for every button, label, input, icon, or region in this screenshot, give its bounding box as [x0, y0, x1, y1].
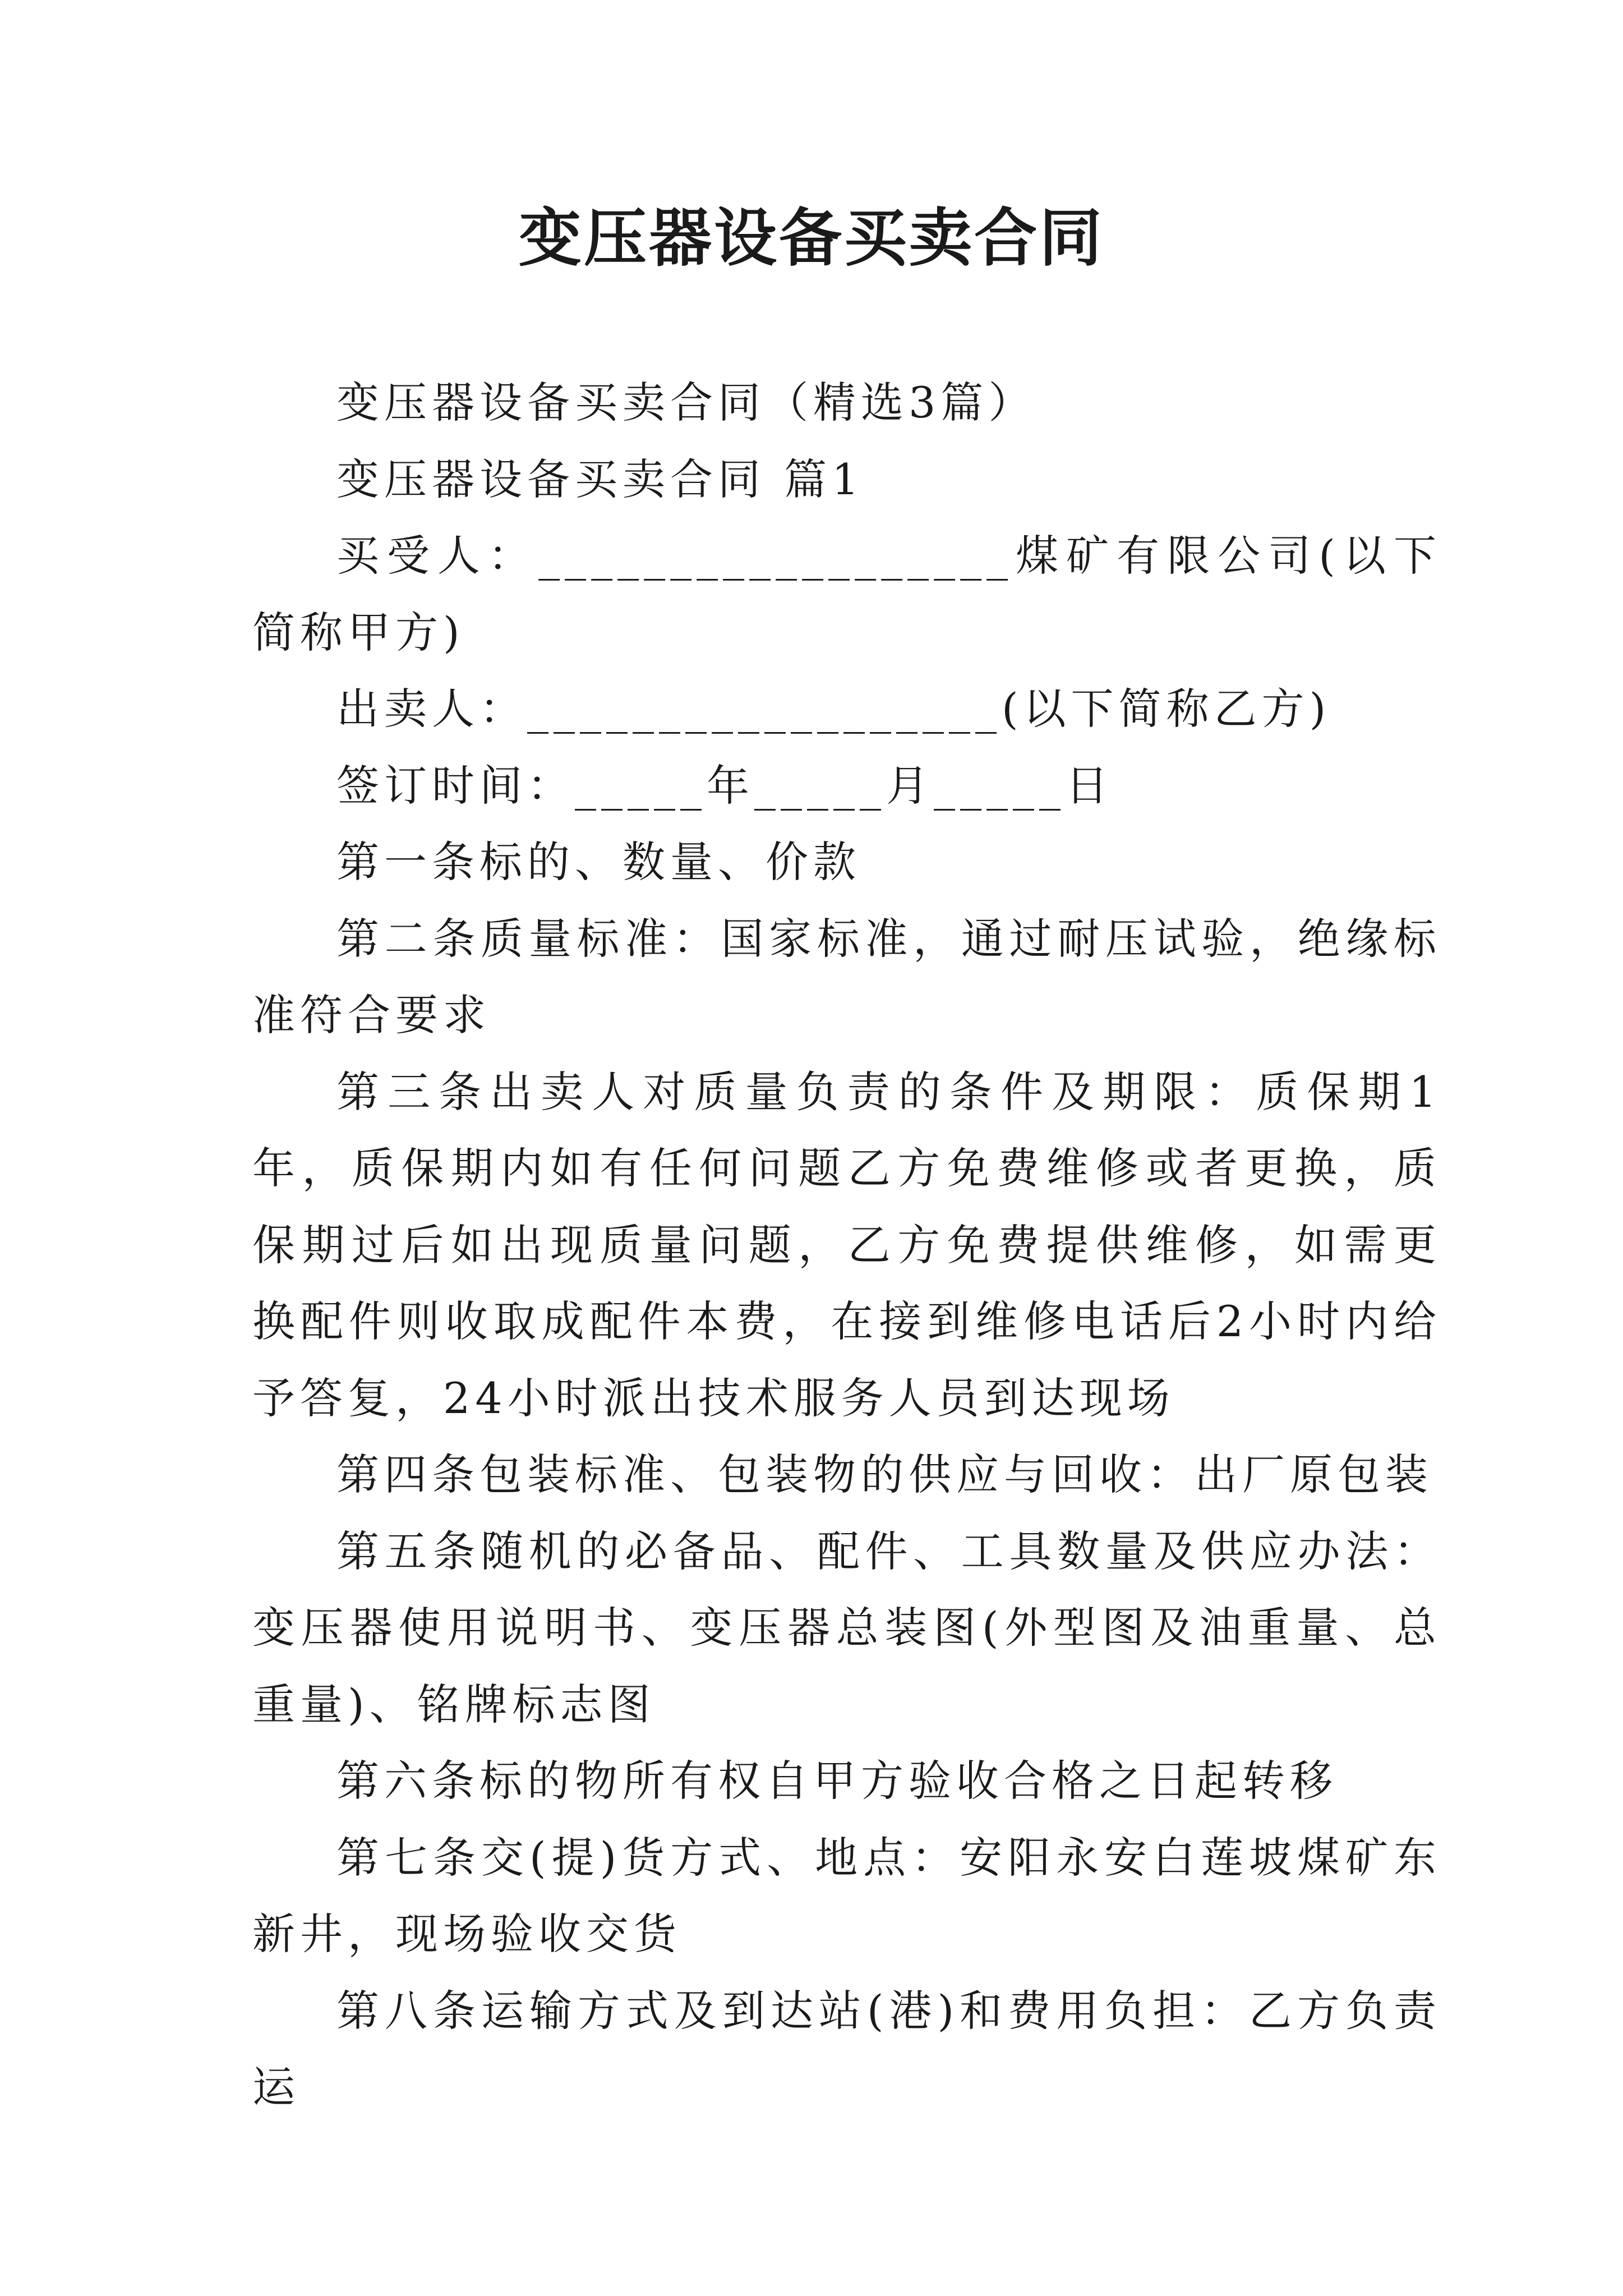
paragraph-article-1: 第一条标的、数量、价款 — [336, 837, 861, 887]
paragraph-article-4: 第四条包装标准、包装物的供应与回收：出厂原包装 — [336, 1450, 1433, 1499]
paragraph-article-2: 第二条质量标准：国家标准，通过耐压试验，绝缘标准符合要求 — [252, 913, 1441, 1040]
paragraph-article-8: 第八条运输方式及到达站(港)和费用负担：乙方负责运 — [252, 1985, 1441, 2112]
paragraph-part-heading: 变压器设备买卖合同 篇1 — [336, 454, 864, 504]
paragraph-article-6: 第六条标的物所有权自甲方验收合格之日起转移 — [336, 1756, 1338, 1806]
document-body — [252, 365, 1441, 2126]
paragraph-seller: 出卖人：__________________(以下简称乙方) — [336, 684, 1331, 734]
paragraph-buyer: 买受人：__________________煤矿有限公司(以下简称甲方) — [252, 531, 1441, 657]
paragraph-article-7: 第七条交(提)货方式、地点：安阳永安白莲坡煤矿东新井，现场验收交货 — [252, 1832, 1441, 1959]
document-title: 变压器设备买卖合同 — [519, 201, 1104, 275]
paragraph-article-3: 第三条出卖人对质量负责的条件及期限：质保期1年，质保期内如有任何问题乙方免费维修或者更换，质保期过后如出现质量问题，乙方免费提供维修，如需更换配件则收取成配件本费，在接到维修电话后2小时内给予答复，24小时派出技术服务人员到达现场 — [252, 1066, 1441, 1423]
paragraph-sign-date: 签订时间：_____年_____月_____日 — [336, 760, 1113, 811]
paragraph-subtitle: 变压器设备买卖合同（精选3篇） — [336, 378, 1036, 427]
paragraph-article-5: 第五条随机的必备品、配件、工具数量及供应办法：变压器使用说明书、变压器总装图(外型图及油重量、总重量)、铭牌标志图 — [252, 1526, 1441, 1729]
